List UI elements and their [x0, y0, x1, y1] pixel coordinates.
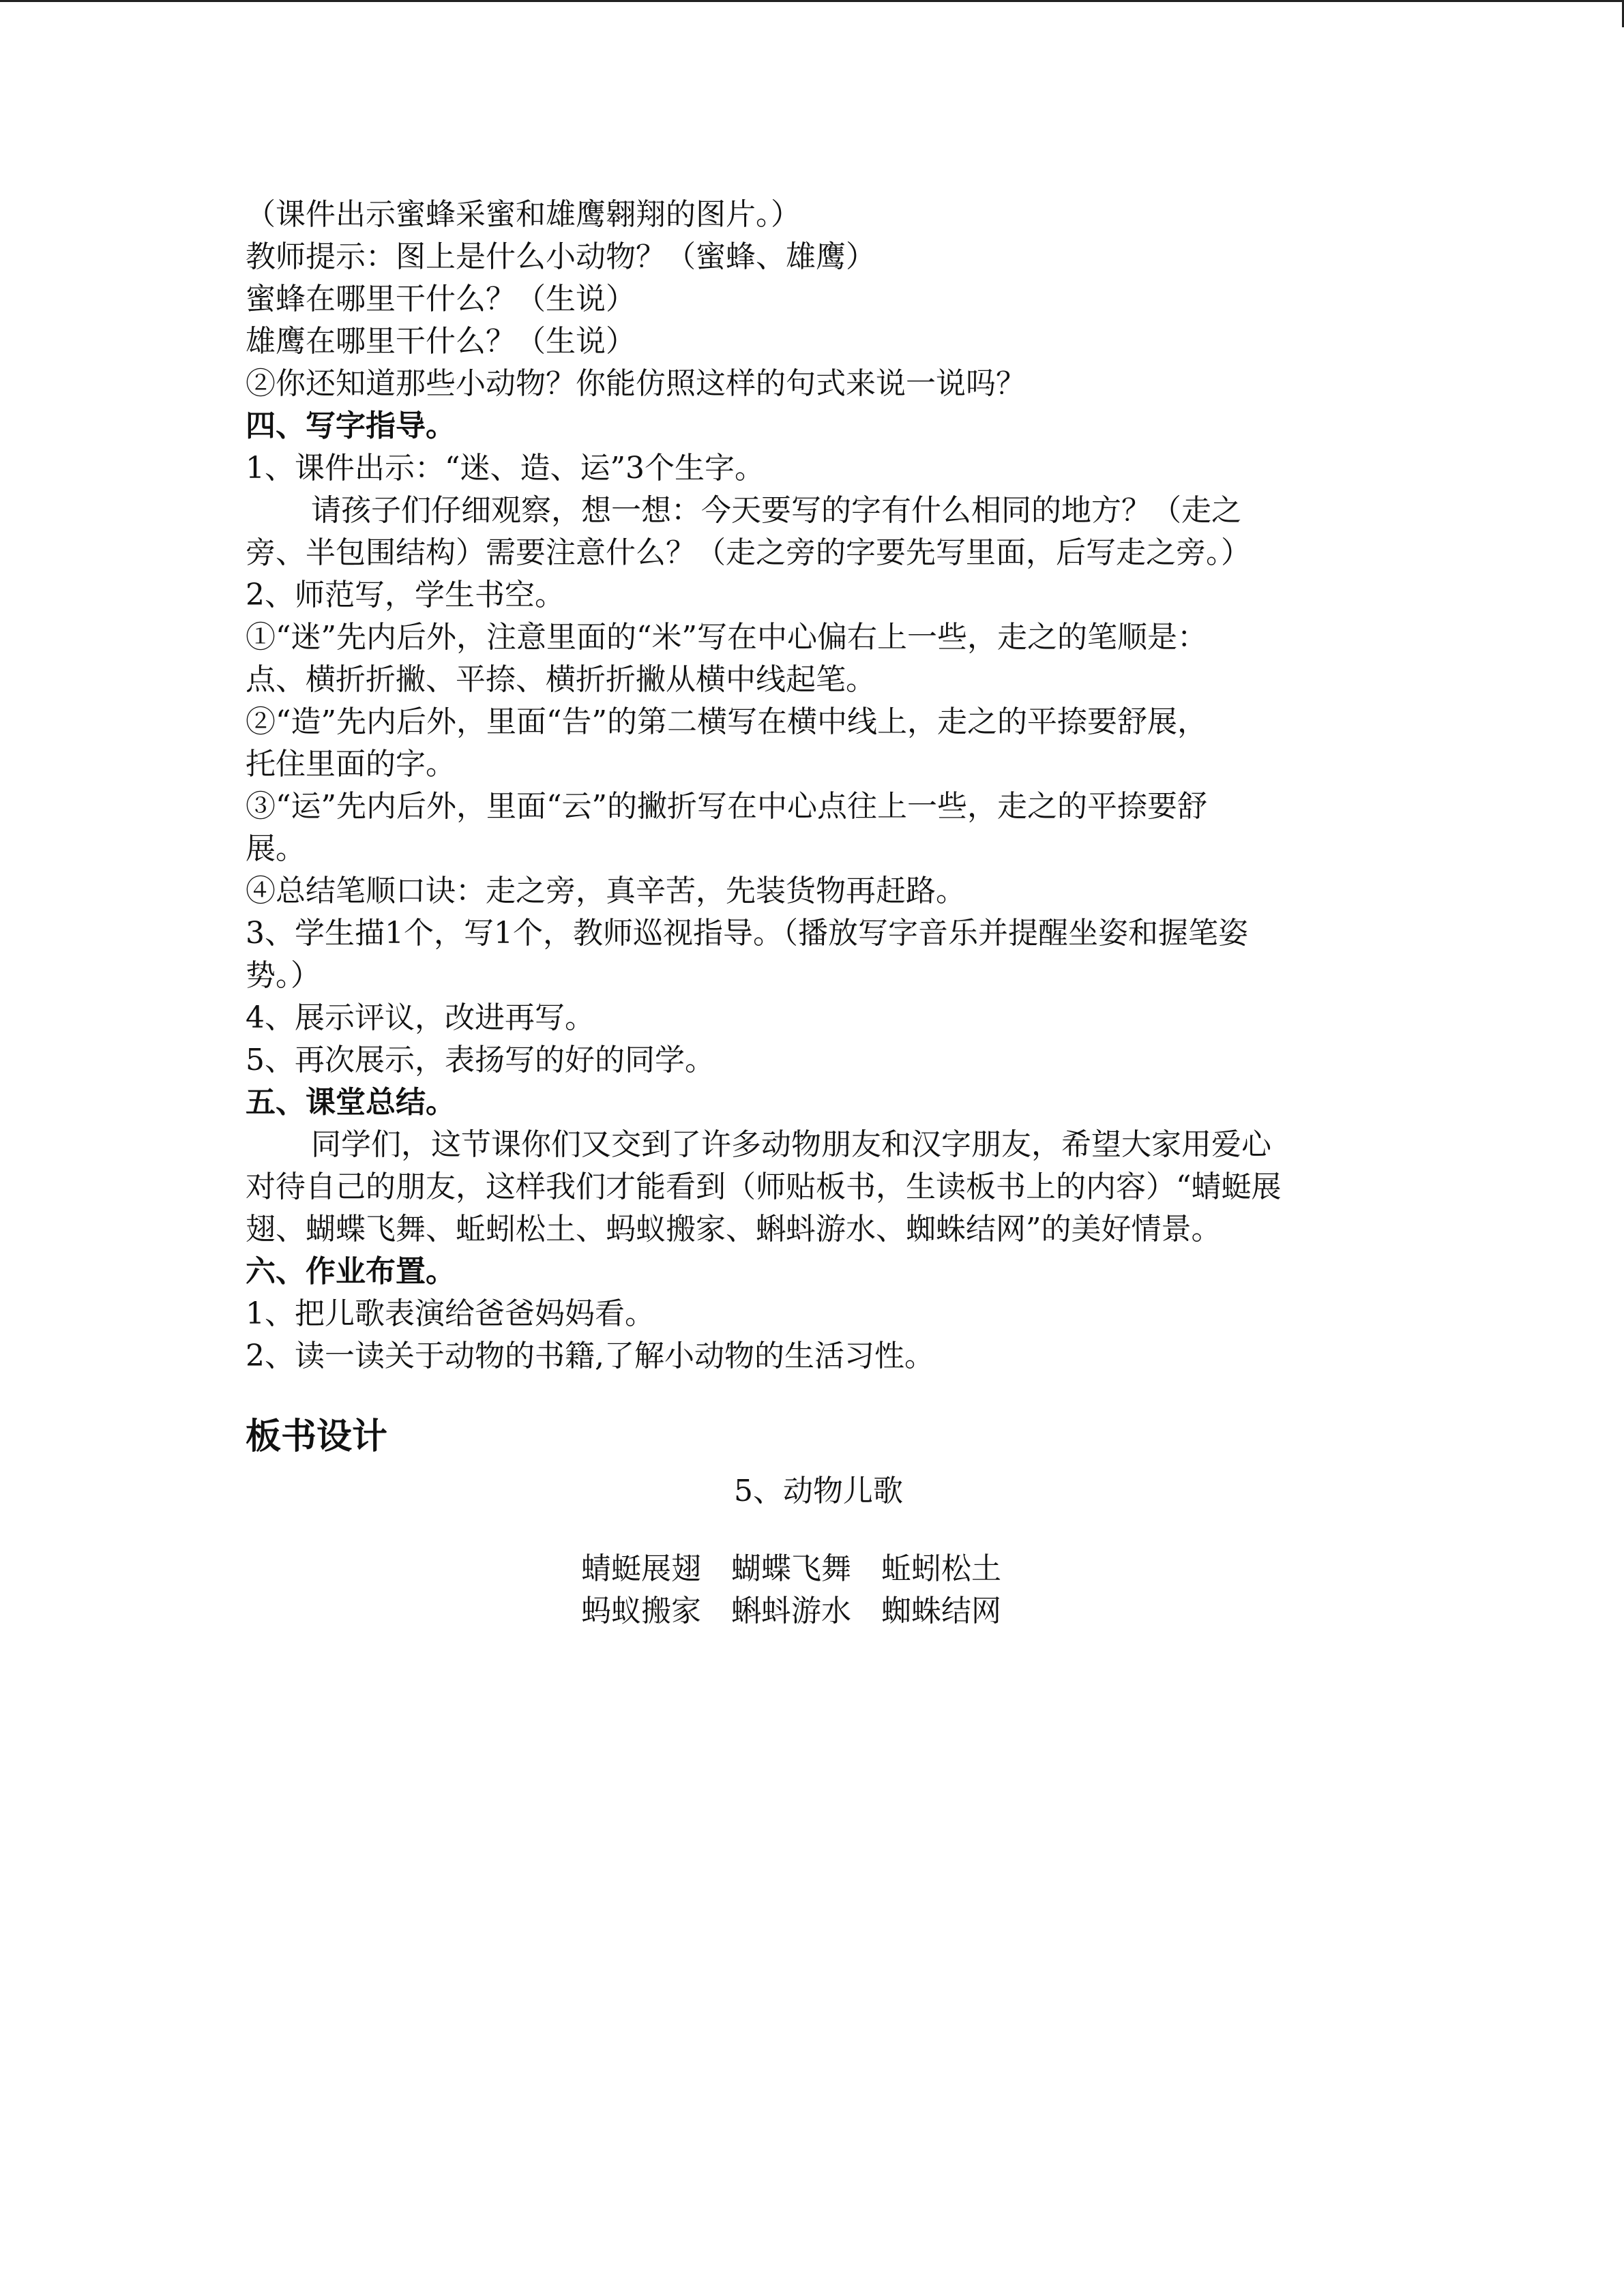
board-heading: 5、动物儿歌 [734, 1474, 903, 1508]
text-line: ④总结笔顺口诀：走之旁，真辛苦，先装货物再赶路。 [246, 874, 966, 908]
text-line: 对待自己的朋友，这样我们才能看到（师贴板书，生读板书上的内容）“蜻蜓展 [246, 1169, 1282, 1204]
text-line: 3、学生描1个，写1个，教师巡视指导。（播放写字音乐并提醒坐姿和握笔姿 [246, 916, 1248, 951]
text-line: 请孩子们仔细观察，想一想：今天要写的字有什么相同的地方？（走之 [311, 493, 1241, 528]
text-line: ②“造”先内后外，里面“告”的第二横写在横中线上，走之的平捺要舒展， [246, 704, 1207, 739]
section-heading: 四、写字指导。 [246, 408, 456, 443]
text-line: ②你还知道那些小动物？你能仿照这样的句式来说一说吗？ [246, 366, 1026, 401]
text-line: 2、师范写，学生书空。 [246, 578, 565, 612]
text-line: 翅、蝴蝶飞舞、蚯蚓松土、蚂蚁搬家、蝌蚪游水、蜘蛛结网”的美好情景。 [246, 1212, 1222, 1247]
page-top-border [0, 0, 1624, 2]
text-line: 2、读一读关于动物的书籍,了解小动物的生活习性。 [246, 1339, 934, 1373]
text-line: 蜜蜂在哪里干什么？（生说） [246, 282, 636, 316]
text-line: 势。） [246, 958, 321, 993]
text-line: 5、再次展示，表扬写的好的同学。 [246, 1043, 715, 1077]
document-body [246, 194, 1378, 1632]
text-line: 展。 [246, 831, 306, 866]
text-line: 雄鹰在哪里干什么？（生说） [246, 324, 636, 359]
board-row-1: 蜻蜓展翅 蝴蝶飞舞 蚯蚓松土 [581, 1551, 1001, 1586]
text-line: 1、课件出示：“迷、造、运”3个生字。 [246, 451, 765, 486]
text-line: ①“迷”先内后外，注意里面的“米”写在中心偏右上一些，走之的笔顺是： [246, 620, 1207, 655]
section-heading: 五、课堂总结。 [246, 1085, 456, 1120]
board-design-title: 板书设计 [246, 1416, 388, 1457]
text-line: 同学们，这节课你们又交到了许多动物朋友和汉字朋友，希望大家用爱心 [311, 1127, 1271, 1162]
text-line: 点、横折折撇、平捺、横折折撇从横中线起笔。 [246, 662, 876, 697]
text-line: 教师提示：图上是什么小动物？（蜜蜂、雄鹰） [246, 239, 876, 274]
text-line: （课件出示蜜蜂采蜜和雄鹰翱翔的图片。） [246, 197, 801, 232]
text-line: 旁、半包围结构）需要注意什么？（走之旁的字要先写里面，后写走之旁。） [246, 535, 1251, 570]
text-line: 1、把儿歌表演给爸爸妈妈看。 [246, 1296, 655, 1331]
section-heading: 六、作业布置。 [246, 1254, 456, 1289]
lesson-plan-text [246, 194, 1378, 1377]
text-line: 托住里面的字。 [246, 747, 456, 781]
text-line: 4、展示评议，改进再写。 [246, 1000, 595, 1035]
board-row-2: 蚂蚁搬家 蝌蚪游水 蜘蛛结网 [581, 1594, 1001, 1628]
text-line: ③“运”先内后外，里面“云”的撇折写在中心点往上一些，走之的平捺要舒 [246, 789, 1207, 824]
